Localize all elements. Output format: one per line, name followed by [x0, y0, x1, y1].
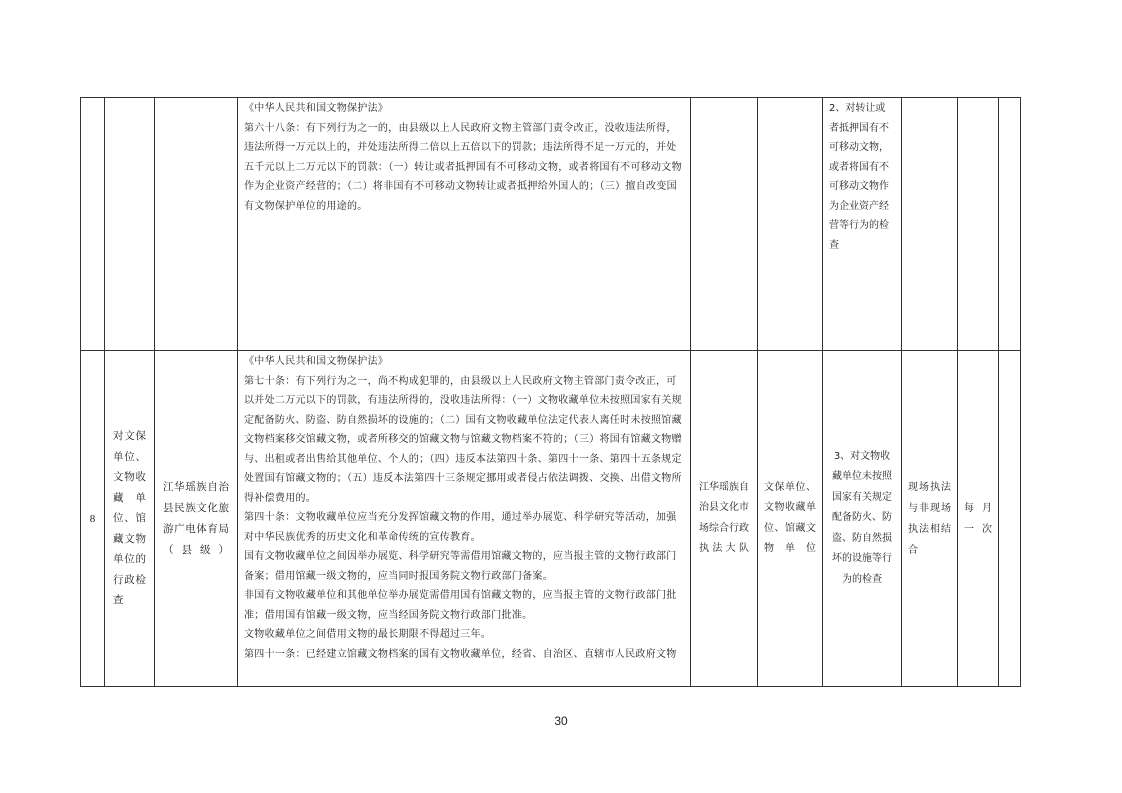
inspection-item-text: 2、对转让或者抵押国有不可移动文物，或者将国有不可移动文物作为企业资产经营等行为的检查 — [829, 103, 889, 251]
law-article: 国有文物收藏单位之间因举办展览、科学研究等需借用馆藏文物的，应当报主管的文物行政部门备案；借用馆藏一级文物的，应当同时报国务院文物行政部门备案。 — [244, 551, 677, 582]
remark-cell — [999, 98, 1021, 351]
inspection-method-cell — [902, 351, 958, 687]
inspection-object-cell — [105, 98, 155, 351]
inspection-method-text: 现场执法与非现场执法相结合 — [908, 481, 951, 556]
remark-cell — [999, 351, 1021, 687]
page-number: 30 — [554, 714, 568, 728]
inspection-item-text: 3、对文物收藏单位未按照国家有关规定配备防火、防盗、防自然损坏的设施等行为的检查 — [832, 450, 892, 585]
executing-agency-cell — [691, 98, 758, 351]
inspection-frequency-cell — [958, 351, 999, 687]
inspection-method-cell — [902, 98, 958, 351]
inspection-object-text: 对文保单位、文物收藏单位、馆藏文物单位的行政检查 — [113, 430, 146, 607]
inspection-frequency-cell — [958, 98, 999, 351]
legal-basis-cell — [238, 98, 691, 351]
table-row — [81, 351, 1021, 687]
inspection-frequency-text: 每月一次 — [964, 502, 992, 535]
inspection-table — [80, 97, 1021, 687]
row-number-cell: 8 — [81, 351, 105, 687]
inspection-item-cell — [823, 98, 902, 351]
inspection-object-cell — [105, 351, 155, 687]
table-row — [81, 98, 1021, 351]
law-article: 非国有文物收藏单位和其他单位举办展览需借用国有馆藏文物的，应当报主管的文物行政部门批准；借用国有馆藏一级文物，应当经国务院文物行政部门批准。 — [244, 590, 677, 621]
law-article: 第六十八条：有下列行为之一的，由县级以上人民政府文物主管部门责令改正，没收违法所得，违法所得一万元以上的，并处违法所得二倍以上五倍以下的罚款；违法所得不足一万元的，并处五千元以上二万元以下的罚款：（一）转让或者抵押国有不可移动文物，或者将国有不可移动文物作为企业资产经营的；（二）将非国有不可移动文物转让或者抵押给外国人的；（三）擅自改变国有文物保护单位的用途的。 — [244, 122, 682, 212]
law-title: 《中华人民共和国文物保护法》 — [244, 356, 389, 367]
law-article: 第四十一条：已经建立馆藏文物档案的国有文物收藏单位，经省、自治区、直辖市人民政府文物 — [244, 648, 677, 660]
responsible-department-cell — [155, 98, 238, 351]
row-number-cell — [81, 98, 105, 351]
law-article: 第七十条：有下列行为之一，尚不构成犯罪的，由县级以上人民政府文物主管部门责令改正，可以并处二万元以下的罚款，有违法所得的，没收违法所得：（一）文物收藏单位未按照国家有关规定配备防火、防盗、防自然损坏的设施的；（二）国有文物收藏单位法定代表人离任时未按照馆藏文物档案移交馆藏文物，或者所移交的馆藏文物与馆藏文物档案不符的；（三）将国有馆藏文物赠与、出租或者出售给其他单位、个人的；（四）违反本法第四十条、第四十一条、第四十五条规定处置国有馆藏文物的；（五）违反本法第四十三条规定挪用或者侵占依法调拨、交换、出借文物所得补偿费用的。 — [244, 375, 682, 504]
executing-agency-text: 江华瑶族自治县文化市场综合行政执法大队 — [699, 481, 749, 554]
responsible-department-cell — [155, 351, 238, 687]
law-article: 第四十条：文物收藏单位应当充分发挥馆藏文物的作用，通过举办展览、科学研究等活动，加强对中华民族优秀的历史文化和革命传统的宣传教育。 — [244, 512, 677, 543]
responsible-department-text: 江华瑶族自治县民族文化旅游广电体育局（县级） — [163, 480, 229, 556]
inspection-item-cell — [823, 351, 902, 687]
inspected-unit-text: 文保单位、文物收藏单位、馆藏文物单位 — [764, 481, 816, 554]
inspected-unit-cell — [758, 351, 823, 687]
law-title: 《中华人民共和国文物保护法》 — [244, 103, 389, 114]
law-article: 文物收藏单位之间借用文物的最长期限不得超过三年。 — [244, 629, 492, 640]
inspected-unit-cell — [758, 98, 823, 351]
executing-agency-cell — [691, 351, 758, 687]
legal-basis-cell — [238, 351, 691, 687]
